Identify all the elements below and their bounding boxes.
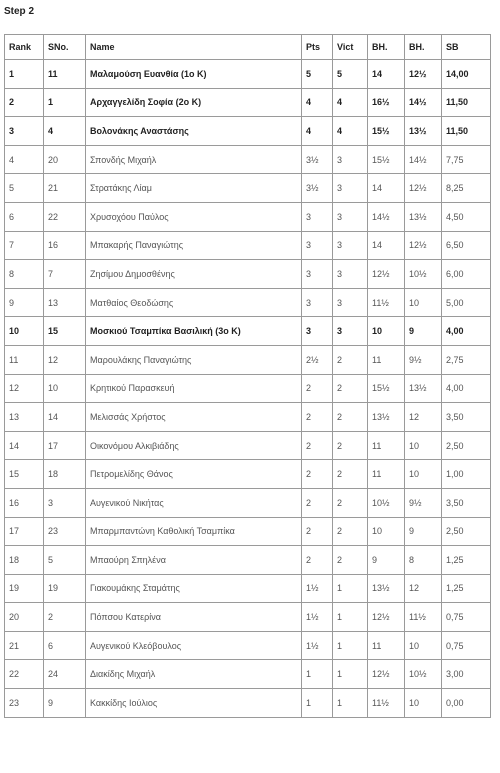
cell-name: Μαρουλάκης Παναγιώτης — [86, 345, 302, 374]
cell-vict: 3 — [333, 174, 368, 203]
cell-bh1: 15½ — [368, 145, 405, 174]
cell-pts: 3 — [302, 317, 333, 346]
cell-bh1: 14 — [368, 231, 405, 260]
cell-name: Μπαούρη Σπηλένα — [86, 546, 302, 575]
cell-rank: 15 — [5, 460, 44, 489]
cell-sb: 5,00 — [442, 288, 491, 317]
cell-vict: 2 — [333, 345, 368, 374]
cell-bh1: 12½ — [368, 260, 405, 289]
cell-rank: 22 — [5, 660, 44, 689]
cell-bh2: 12 — [405, 403, 442, 432]
cell-sno: 5 — [44, 546, 86, 575]
cell-vict: 4 — [333, 117, 368, 146]
table-row — [5, 574, 491, 603]
cell-pts: 2 — [302, 403, 333, 432]
cell-bh2: 10 — [405, 460, 442, 489]
column-header-name: Name — [86, 35, 302, 60]
cell-rank: 20 — [5, 603, 44, 632]
cell-bh1: 9 — [368, 546, 405, 575]
cell-pts: 3 — [302, 202, 333, 231]
table-row — [5, 403, 491, 432]
table-body — [5, 60, 491, 718]
cell-bh2: 13½ — [405, 202, 442, 231]
cell-name: Ματθαίος Θεοδώσης — [86, 288, 302, 317]
cell-bh1: 10½ — [368, 488, 405, 517]
table-row — [5, 431, 491, 460]
cell-bh1: 13½ — [368, 403, 405, 432]
cell-rank: 12 — [5, 374, 44, 403]
cell-sb: 11,50 — [442, 88, 491, 117]
table-row — [5, 517, 491, 546]
cell-vict: 4 — [333, 88, 368, 117]
cell-vict: 1 — [333, 603, 368, 632]
cell-vict: 3 — [333, 231, 368, 260]
table-row — [5, 317, 491, 346]
cell-bh1: 11½ — [368, 689, 405, 718]
cell-sb: 1,25 — [442, 574, 491, 603]
cell-bh1: 12½ — [368, 603, 405, 632]
cell-bh1: 11 — [368, 345, 405, 374]
cell-bh1: 11 — [368, 431, 405, 460]
cell-bh2: 10 — [405, 288, 442, 317]
cell-bh2: 9½ — [405, 488, 442, 517]
cell-bh2: 10 — [405, 431, 442, 460]
cell-rank: 16 — [5, 488, 44, 517]
table-row — [5, 88, 491, 117]
cell-name: Γιακουμάκης Σταμάτης — [86, 574, 302, 603]
cell-pts: 2 — [302, 488, 333, 517]
cell-pts: 3 — [302, 288, 333, 317]
cell-sno: 9 — [44, 689, 86, 718]
cell-rank: 11 — [5, 345, 44, 374]
cell-rank: 2 — [5, 88, 44, 117]
cell-bh1: 12½ — [368, 660, 405, 689]
cell-sb: 4,00 — [442, 374, 491, 403]
cell-name: Μπαρμπαντώνη Καθολική Τσαμπίκα — [86, 517, 302, 546]
cell-rank: 10 — [5, 317, 44, 346]
cell-sno: 15 — [44, 317, 86, 346]
cell-name: Βολονάκης Αναστάσης — [86, 117, 302, 146]
cell-name: Μελισσάς Χρήστος — [86, 403, 302, 432]
cell-vict: 1 — [333, 660, 368, 689]
cell-name: Αρχαγγελίδη Σοφία (2ο Κ) — [86, 88, 302, 117]
cell-name: Πόπσου Κατερίνα — [86, 603, 302, 632]
column-header-bh1: BH. — [368, 35, 405, 60]
cell-sb: 4,50 — [442, 202, 491, 231]
cell-bh1: 10 — [368, 317, 405, 346]
cell-name: Ζησίμου Δημοσθένης — [86, 260, 302, 289]
cell-bh2: 12½ — [405, 174, 442, 203]
cell-pts: 3 — [302, 231, 333, 260]
cell-sno: 12 — [44, 345, 86, 374]
cell-bh1: 11 — [368, 631, 405, 660]
cell-sb: 11,50 — [442, 117, 491, 146]
table-row — [5, 488, 491, 517]
cell-name: Μαλαμούση Ευανθία (1ο Κ) — [86, 60, 302, 89]
page-title: Step 2 — [4, 6, 35, 17]
cell-bh1: 11½ — [368, 288, 405, 317]
cell-bh1: 14 — [368, 60, 405, 89]
cell-pts: 1½ — [302, 631, 333, 660]
table-row — [5, 260, 491, 289]
cell-bh2: 12½ — [405, 60, 442, 89]
cell-rank: 7 — [5, 231, 44, 260]
cell-rank: 4 — [5, 145, 44, 174]
cell-bh2: 9 — [405, 317, 442, 346]
cell-name: Στρατάκης Λίαμ — [86, 174, 302, 203]
column-header-sb: SB — [442, 35, 491, 60]
cell-name: Μπακαρής Παναγιώτης — [86, 231, 302, 260]
cell-sb: 1,00 — [442, 460, 491, 489]
cell-bh1: 16½ — [368, 88, 405, 117]
cell-sno: 4 — [44, 117, 86, 146]
cell-bh2: 12½ — [405, 231, 442, 260]
table-row — [5, 689, 491, 718]
column-header-sno: SNo. — [44, 35, 86, 60]
cell-pts: 2½ — [302, 345, 333, 374]
cell-vict: 2 — [333, 488, 368, 517]
cell-sno: 1 — [44, 88, 86, 117]
cell-bh2: 13½ — [405, 117, 442, 146]
cell-sb: 7,75 — [442, 145, 491, 174]
cell-vict: 3 — [333, 260, 368, 289]
cell-name: Σπονδής Μιχαήλ — [86, 145, 302, 174]
table-row — [5, 231, 491, 260]
cell-sno: 11 — [44, 60, 86, 89]
cell-bh2: 10½ — [405, 660, 442, 689]
cell-sb: 2,50 — [442, 517, 491, 546]
cell-rank: 19 — [5, 574, 44, 603]
cell-bh2: 8 — [405, 546, 442, 575]
cell-pts: 4 — [302, 88, 333, 117]
cell-pts: 2 — [302, 546, 333, 575]
cell-rank: 14 — [5, 431, 44, 460]
cell-bh2: 14½ — [405, 88, 442, 117]
cell-pts: 5 — [302, 60, 333, 89]
table-row — [5, 660, 491, 689]
cell-pts: 2 — [302, 460, 333, 489]
cell-sb: 3,50 — [442, 488, 491, 517]
cell-vict: 2 — [333, 374, 368, 403]
cell-name: Πετρομελίδης Θάνος — [86, 460, 302, 489]
cell-sno: 7 — [44, 260, 86, 289]
table-row — [5, 145, 491, 174]
cell-bh1: 10 — [368, 517, 405, 546]
cell-name: Διακίδης Μιχαήλ — [86, 660, 302, 689]
cell-vict: 2 — [333, 431, 368, 460]
cell-rank: 3 — [5, 117, 44, 146]
cell-bh2: 9½ — [405, 345, 442, 374]
column-header-rank: Rank — [5, 35, 44, 60]
cell-vict: 5 — [333, 60, 368, 89]
cell-vict: 1 — [333, 574, 368, 603]
cell-bh2: 10½ — [405, 260, 442, 289]
table-header-row — [5, 35, 491, 60]
cell-sno: 22 — [44, 202, 86, 231]
table-row — [5, 117, 491, 146]
cell-vict: 1 — [333, 631, 368, 660]
cell-pts: 3½ — [302, 145, 333, 174]
cell-sb: 6,00 — [442, 260, 491, 289]
cell-sno: 18 — [44, 460, 86, 489]
cell-name: Αυγενικού Κλεόβουλος — [86, 631, 302, 660]
cell-vict: 2 — [333, 517, 368, 546]
cell-sb: 8,25 — [442, 174, 491, 203]
cell-vict: 2 — [333, 460, 368, 489]
cell-rank: 18 — [5, 546, 44, 575]
cell-sno: 19 — [44, 574, 86, 603]
cell-sno: 24 — [44, 660, 86, 689]
cell-bh1: 15½ — [368, 117, 405, 146]
table-row — [5, 174, 491, 203]
cell-bh2: 12 — [405, 574, 442, 603]
cell-bh2: 9 — [405, 517, 442, 546]
cell-pts: 4 — [302, 117, 333, 146]
cell-pts: 3 — [302, 260, 333, 289]
cell-vict: 3 — [333, 317, 368, 346]
cell-sb: 0,75 — [442, 631, 491, 660]
table-row — [5, 603, 491, 632]
table-row — [5, 60, 491, 89]
cell-pts: 1½ — [302, 603, 333, 632]
cell-rank: 5 — [5, 174, 44, 203]
cell-name: Χρυσοχόου Παύλος — [86, 202, 302, 231]
cell-vict: 3 — [333, 202, 368, 231]
cell-rank: 17 — [5, 517, 44, 546]
cell-bh2: 14½ — [405, 145, 442, 174]
cell-rank: 8 — [5, 260, 44, 289]
cell-pts: 1½ — [302, 574, 333, 603]
cell-pts: 2 — [302, 374, 333, 403]
cell-name: Οικονόμου Αλκιβιάδης — [86, 431, 302, 460]
column-header-pts: Pts — [302, 35, 333, 60]
cell-sno: 2 — [44, 603, 86, 632]
cell-sno: 14 — [44, 403, 86, 432]
cell-sb: 1,25 — [442, 546, 491, 575]
cell-sno: 13 — [44, 288, 86, 317]
cell-name: Κακκίδης Ιούλιος — [86, 689, 302, 718]
cell-vict: 2 — [333, 546, 368, 575]
cell-sno: 10 — [44, 374, 86, 403]
table-row — [5, 202, 491, 231]
cell-sno: 21 — [44, 174, 86, 203]
cell-rank: 23 — [5, 689, 44, 718]
cell-bh2: 11½ — [405, 603, 442, 632]
cell-pts: 2 — [302, 431, 333, 460]
cell-vict: 2 — [333, 403, 368, 432]
cell-sno: 20 — [44, 145, 86, 174]
cell-sno: 23 — [44, 517, 86, 546]
cell-pts: 1 — [302, 689, 333, 718]
standings-table — [4, 34, 491, 718]
cell-rank: 21 — [5, 631, 44, 660]
cell-pts: 1 — [302, 660, 333, 689]
cell-sb: 0,00 — [442, 689, 491, 718]
table-row — [5, 288, 491, 317]
cell-rank: 6 — [5, 202, 44, 231]
cell-name: Μοσκιού Τσαμπίκα Βασιλική (3ο Κ) — [86, 317, 302, 346]
cell-bh1: 13½ — [368, 574, 405, 603]
table-row — [5, 345, 491, 374]
cell-pts: 3½ — [302, 174, 333, 203]
cell-rank: 1 — [5, 60, 44, 89]
cell-sb: 2,50 — [442, 431, 491, 460]
cell-rank: 13 — [5, 403, 44, 432]
column-header-vict: Vict — [333, 35, 368, 60]
table-row — [5, 631, 491, 660]
column-header-bh2: BH. — [405, 35, 442, 60]
cell-bh1: 14 — [368, 174, 405, 203]
cell-bh1: 15½ — [368, 374, 405, 403]
cell-sb: 14,00 — [442, 60, 491, 89]
cell-sb: 0,75 — [442, 603, 491, 632]
cell-pts: 2 — [302, 517, 333, 546]
cell-bh1: 11 — [368, 460, 405, 489]
cell-vict: 1 — [333, 689, 368, 718]
cell-sno: 17 — [44, 431, 86, 460]
cell-sb: 6,50 — [442, 231, 491, 260]
cell-sb: 3,00 — [442, 660, 491, 689]
cell-rank: 9 — [5, 288, 44, 317]
cell-bh2: 13½ — [405, 374, 442, 403]
cell-sb: 3,50 — [442, 403, 491, 432]
cell-vict: 3 — [333, 288, 368, 317]
cell-bh1: 14½ — [368, 202, 405, 231]
cell-sb: 2,75 — [442, 345, 491, 374]
table-row — [5, 546, 491, 575]
cell-bh2: 10 — [405, 631, 442, 660]
cell-sb: 4,00 — [442, 317, 491, 346]
cell-vict: 3 — [333, 145, 368, 174]
cell-sno: 6 — [44, 631, 86, 660]
cell-name: Κρητικού Παρασκευή — [86, 374, 302, 403]
table-row — [5, 374, 491, 403]
cell-bh2: 10 — [405, 689, 442, 718]
cell-name: Αυγενικού Νικήτας — [86, 488, 302, 517]
table-row — [5, 460, 491, 489]
cell-sno: 16 — [44, 231, 86, 260]
cell-sno: 3 — [44, 488, 86, 517]
